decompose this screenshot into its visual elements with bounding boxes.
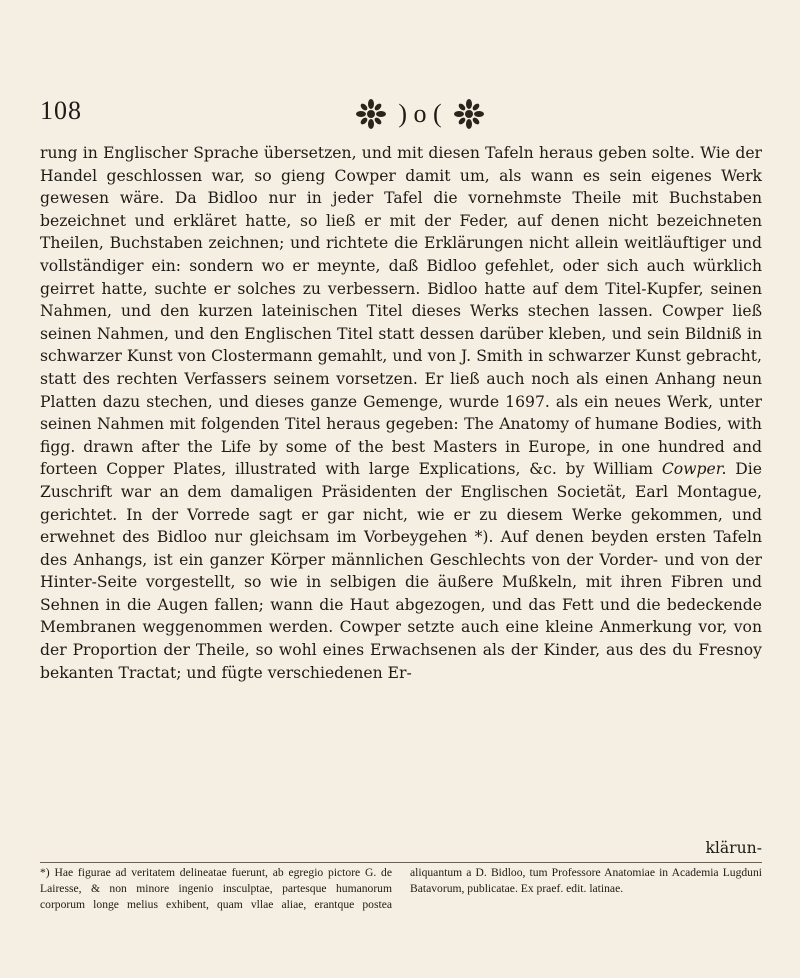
ornament-text: ) o ( — [398, 99, 442, 128]
author-name: Cowper. — [661, 460, 727, 479]
running-header — [40, 96, 760, 132]
paragraph-text-2: Die Zuschrift war an dem damaligen Präsidenten der Englischen Societät, Earl Montague, gerichtet. In der Vorrede sagt er gar nicht, wie er zu diesem Werke gekommen, und erwehnet des Bidloo nur gleichsam im Vorbeygehen *). Auf denen beyden ersten Tafeln des Anhangs, ist ein ganzer Körper männlichen Geschlechts von der Vorder- und von der Hinter-Seite vorgestellt, so wie in selbigen die äußere Mußkeln, mit ihren Fibren und Sehnen in die Augen fallen; wann die Haut abgezogen, und das Fett und die bedeckende Membranen weggenommen werden. Cowper setzte auch eine kleine Anmerkung vor, von der Proportion der Theile, so wohl eines Erwachsenen als der Kinder, aus des du Fresnoy bekanten Tractat; und fügte verschiedenen Er- — [40, 460, 762, 682]
footnote-divider — [40, 862, 762, 863]
header-ornament — [285, 96, 555, 132]
main-text — [40, 142, 762, 684]
footnote: *) Hae figurae ad veritatem delineatae fuerunt, ab egregio pictore G. de Lairesse, & non minore ingenio insculptae, partesque humanorum corporum longe melius exhibent, quam vllae aliae, erantque postea aliquantum a D. Bidloo, tum Professore Anatomiae in Academia Lugduni Batavorum, publicatae. Ex praef. edit. latinae. — [40, 866, 762, 911]
fleuron-icon — [356, 99, 386, 129]
catchword: klärun- — [705, 839, 762, 857]
paragraph — [40, 142, 762, 684]
paragraph-text: rung in Englischer Sprache übersetzen, und mit diesen Tafeln heraus geben solte. Wie der Handel geschlossen war, so gieng Cowper damit um, als wann es sein eigenes Werk gewesen wäre. Da Bidloo nur in jeder Tafel die vornehmste Theile mit Buchstaben bezeichnet und erkläret hatte, so ließ er mit der Feder, auf denen nicht bezeichneten Theilen, Buchstaben zeichnen; und richtete die Erklärungen nicht allein weitläuftiger und vollständiger ein: sondern wo er meynte, daß Bidloo gefehlet, oder sich auch würklich geirret hatte, suchte er solches zu verbessern. Bidloo hatte auf dem Titel-Kupfer, seinen Nahmen, und den kurzen lateinischen Titel dieses Werks stechen lassen. Cowper ließ seinen Nahmen, und den Englischen Titel statt dessen darüber kleben, und sein Bildniß in schwarzer Kunst von Clostermann gemahlt, und von J. Smith in schwarzer Kunst gebracht, statt des rechten Verfassers seinem vorsetzen. Er ließ auch noch als einen Anhang neun Platten dazu stechen, und dieses ganze Gemenge, wurde 1697. als ein neues Werk, unter seinen Nahmen mit folgenden Titel heraus gegeben: — [40, 144, 762, 434]
fleuron-icon — [454, 99, 484, 129]
english-title: The Anatomy of humane Bodies, with figg. drawn after the Life by some of the best Masters in Europe, in one hundred and forteen Copper Plates, illustrated with large Explications, &c. by William — [40, 415, 762, 479]
page-number: 108 — [40, 96, 82, 125]
